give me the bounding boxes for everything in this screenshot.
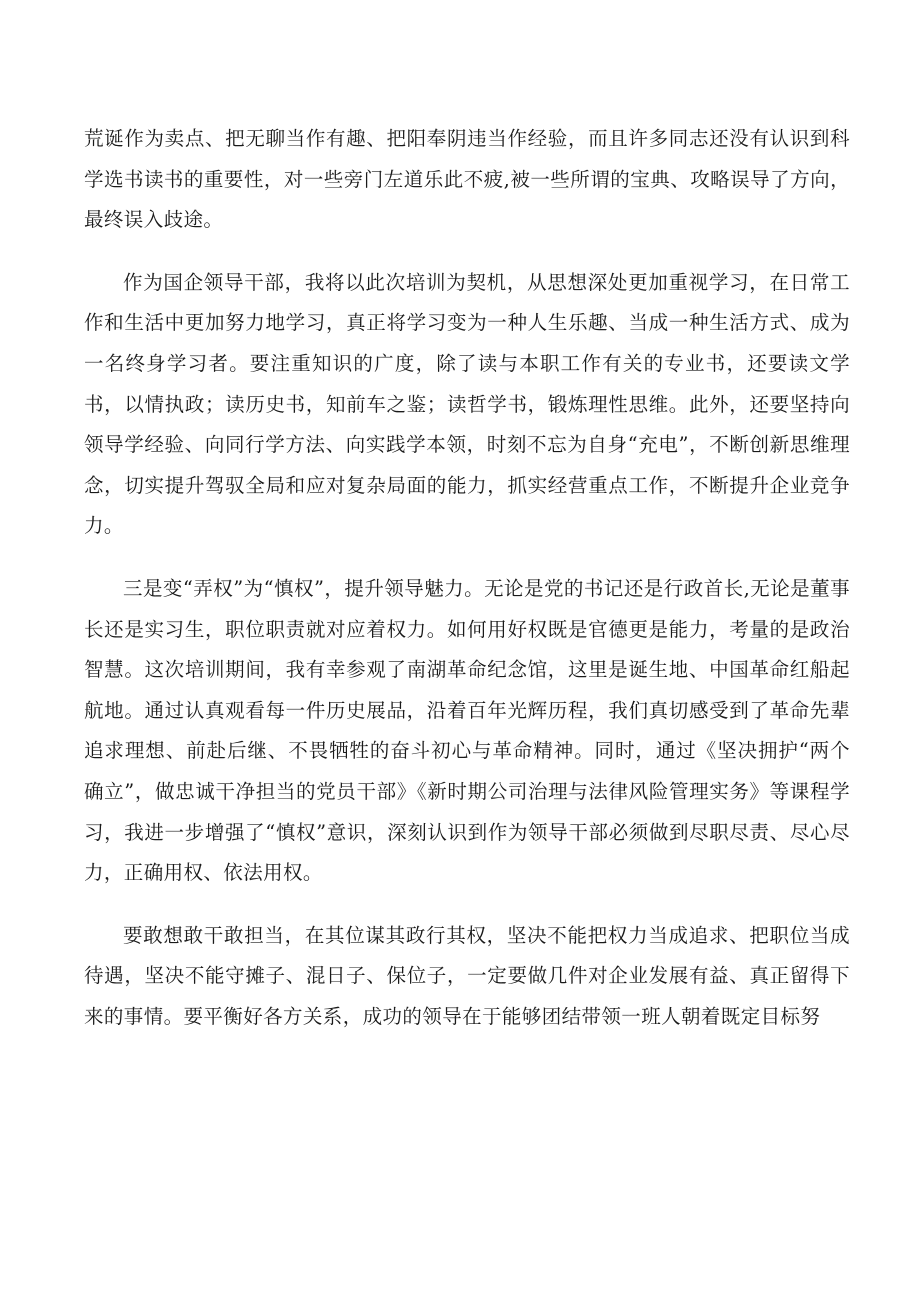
paragraph-2: 作为国企领导干部，我将以此次培训为契机，从思想深处更加重视学习，在日常工作和生活中更加努力地学习，真正将学习变为一种人生乐趣、当成一种生活方式、成为一名终身学习者。要注重知识的广度，除了读与本职工作有关的专业书，还要读文学书，以情执政；读历史书，知前车之鉴；读哲学书，锻炼理性思维。此外，还要坚持向领导学经验、向同行学方法、向实践学本领，时刻不忘为自身“充电”，不断创新思维理念，切实提升驾驭全局和应对复杂局面的能力，抓实经营重点工作，不断提升企业竞争力。 <box>84 270 850 538</box>
paragraph-3: 三是变“弄权”为“慎权”，提升领导魅力。无论是党的书记还是行政首长,无论是董事长还是实习生，职位职责就对应着权力。如何用好权既是官德更是能力，考量的是政治智慧。这次培训期间，我有幸参观了南湖革命纪念馆，这里是诞生地、中国革命红船起航地。通过认真观看每一件历史展品，沿着百年光辉历程，我们真切感受到了革命先辈追求理想、前赴后继、不畏牺牲的奋斗初心与革命精神。同时，通过《坚决拥护“两个确立”，做忠诚干净担当的党员干部》《新时期公司治理与法律风险管理实务》等课程学习，我进一步增强了“慎权”意识，深刻认识到作为领导干部必须做到尽职尽责、尽心尽力，正确用权、依法用权。 <box>84 576 850 885</box>
document-body <box>84 119 850 1059</box>
paragraph-4: 要敢想敢干敢担当，在其位谋其政行其权，坚决不能把权力当成追求、把职位当成待遇，坚决不能守摊子、混日子、保位子，一定要做几件对企业发展有益、真正留得下来的事情。要平衡好各方关系，成功的领导在于能够团结带领一班人朝着既定目标努 <box>84 923 850 1028</box>
paragraph-1: 荒诞作为卖点、把无聊当作有趣、把阳奉阴违当作经验，而且许多同志还没有认识到科学选书读书的重要性，对一些旁门左道乐此不疲,被一些所谓的宝典、攻略误导了方向，最终误入歧途。 <box>84 127 850 232</box>
